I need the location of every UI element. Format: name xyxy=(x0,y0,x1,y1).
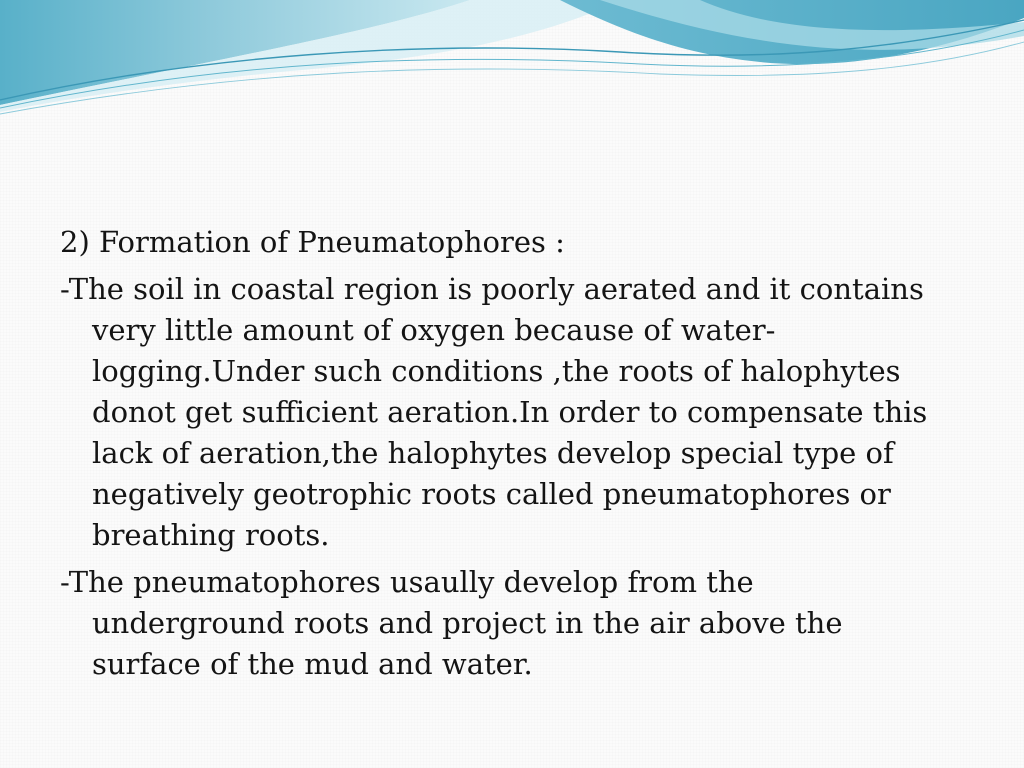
paragraph-soil: -The soil in coastal region is poorly aerated and it contains very little amount of oxygen because of water-logging.Under such conditions ,the roots of halophytes donot get sufficient aeration.In order to compensate this lack of aeration,the halophytes develop special type of negatively geotrophic roots called pneumatophores or breathing roots. xyxy=(60,272,928,552)
slide-body xyxy=(60,222,940,691)
slide-heading: 2) Formation of Pneumatophores : xyxy=(60,225,565,259)
paragraph-pneumatophores: -The pneumatophores usaully develop from the underground roots and project in the air above the surface of the mud and water. xyxy=(60,565,843,681)
decorative-wave-header xyxy=(0,0,1024,130)
